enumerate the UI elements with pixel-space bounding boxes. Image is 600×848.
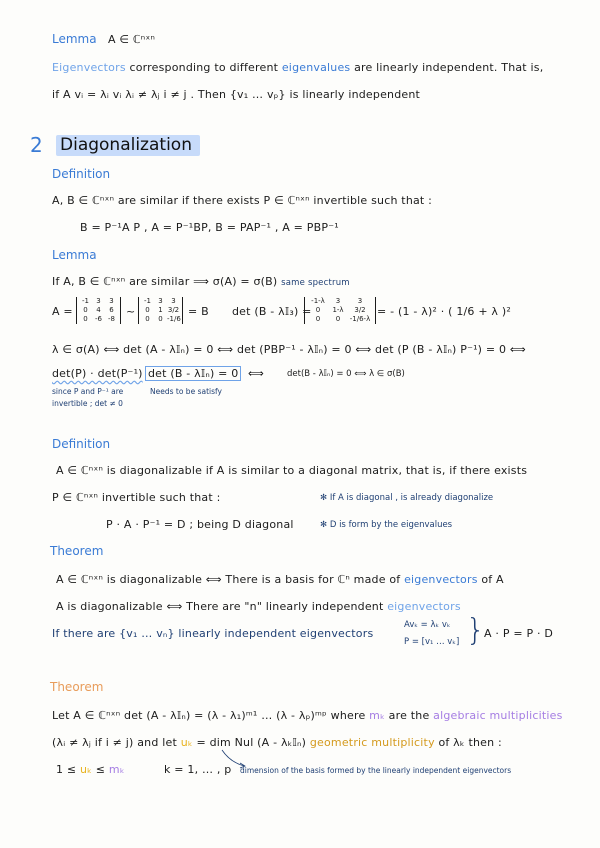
matrix-cell: 3 — [158, 297, 163, 305]
term-algebraic-multiplicities: algebraic multiplicities — [433, 709, 563, 722]
theorem2-heading: Theorem — [50, 680, 104, 694]
matrix-cell: 4 — [96, 306, 101, 314]
matrix-cell: 0 — [83, 306, 88, 314]
matrix-cell: 3/2 — [354, 306, 366, 314]
theorem1-line2 — [56, 600, 461, 613]
definition2-heading: Definition — [52, 437, 111, 451]
uk-symbol: uₖ — [80, 763, 93, 776]
right-brace: } — [466, 613, 486, 648]
matrix-cell: 1-λ — [332, 306, 344, 314]
similar-symbol: ~ — [126, 305, 136, 318]
matrix-a-label: A = — [52, 305, 73, 318]
note-needs: Needs to be satisfy — [150, 387, 222, 396]
theorem2-line3 — [56, 763, 125, 776]
matrix-cell: -6 — [95, 315, 102, 323]
theorem1-sys2: P = [v₁ … vₖ] — [404, 637, 460, 647]
text: = dim Nul (A - λₖ𝕀ₙ) — [196, 736, 307, 749]
eq-b: = B — [188, 305, 209, 318]
mk-symbol: mₖ — [108, 763, 125, 776]
definition2-line3: P · A · P⁻¹ = D ; being D diagonal — [106, 518, 294, 531]
section-title: Diagonalization — [56, 135, 200, 156]
note-already-diagonal: ✻ If A is diagonal , is already diagonalize — [320, 493, 494, 503]
det-factor — [145, 367, 241, 380]
matrix-cell: -1 — [82, 297, 89, 305]
matrix-b — [138, 297, 183, 324]
definition2-line1: A ∈ ℂⁿˣⁿ is diagonalizable if A is similar to a diagonal matrix, that is, if there exists — [56, 464, 528, 477]
uk-symbol: uₖ — [180, 736, 193, 749]
lemma2-line1 — [52, 275, 350, 288]
det-label: det (B - λ𝕀₃) = — [232, 305, 312, 318]
text: of A — [481, 573, 504, 586]
theorem1-heading: Theorem — [50, 544, 104, 558]
same-spectrum-note: same spectrum — [281, 278, 350, 288]
definition1-line2: B = P⁻¹A P , A = P⁻¹BP, B = PAP⁻¹ , A = PBP⁻¹ — [80, 221, 339, 234]
text: are linearly independent. That is, — [354, 61, 544, 74]
text: A ∈ ℂⁿˣⁿ is diagonalizable ⟺ There is a basis for ℂⁿ made of — [56, 573, 401, 586]
matrix-cell: 0 — [145, 315, 150, 323]
matrix-cell: 0 — [335, 315, 341, 323]
matrix-det — [304, 297, 376, 324]
matrix-cell: 1 — [158, 306, 163, 314]
dimension-note: dimension of the basis formed by the linearly independent eigenvectors — [240, 766, 512, 775]
mk-symbol: mₖ — [369, 709, 385, 722]
matrix-cell: -1/6 — [167, 315, 181, 323]
text: A is diagonalizable ⟺ There are "n" linearly independent — [56, 600, 384, 613]
theorem1-line1 — [56, 573, 504, 586]
term-eigenvectors: Eigenvectors — [52, 61, 126, 74]
text: Let A ∈ ℂⁿˣⁿ det (A - λ𝕀ₙ) = (λ - λ₁)ᵐ¹ … (λ - λₚ)ᵐᵖ where — [52, 709, 366, 722]
matrix-cell: 0 — [83, 315, 88, 323]
final-statement: det(B - λ𝕀ₙ) = 0 ⟺ λ ∈ σ(B) — [287, 369, 405, 379]
theorem1-result: A · P = P · D — [484, 627, 554, 640]
matrix-cell: -1 — [144, 297, 151, 305]
lemma1-line1 — [52, 61, 543, 74]
matrix-cell: -8 — [108, 315, 115, 323]
lemma1-heading: Lemma — [52, 32, 97, 46]
lemma1-line2: if A vᵢ = λᵢ vᵢ λᵢ ≠ λⱼ i ≠ j . Then {v₁ … vₚ} is linearly independent — [52, 88, 421, 101]
matrix-cell: 3 — [335, 297, 341, 305]
theorem1-sys1: Avₖ = λₖ vₖ — [404, 620, 451, 630]
theorem1-line3: If there are {v₁ … vₙ} linearly independent eigenvectors — [52, 627, 374, 640]
term-geometric-multiplicity: geometric multiplicity — [309, 736, 435, 749]
text: 1 ≤ — [56, 763, 77, 776]
section-number: 2 — [30, 133, 43, 157]
definition1-heading: Definition — [52, 167, 111, 181]
matrix-cell: 0 — [315, 306, 321, 314]
matrix-cell: 3/2 — [167, 306, 180, 314]
matrix-cell: -1-λ — [311, 297, 325, 305]
matrix-cell: 0 — [315, 315, 321, 323]
text: are the — [388, 709, 430, 722]
text: (λᵢ ≠ λⱼ if i ≠ j) and let — [52, 736, 177, 749]
matrix-cell: 0 — [145, 306, 150, 314]
matrix-cell: 3 — [171, 297, 176, 305]
theorem2-k-range: k = 1, … , p — [164, 763, 232, 776]
lemma1-statement: A ∈ ℂⁿˣⁿ — [108, 33, 156, 46]
lemma2-heading: Lemma — [52, 248, 97, 262]
note-eigenvalues: ✻ D is form by the eigenvalues — [320, 520, 453, 530]
iff-symbol: ⟺ — [248, 367, 264, 380]
det-product — [52, 367, 143, 380]
matrix-cell: 3 — [96, 297, 101, 305]
term-eigenvectors: eigenvectors — [387, 600, 461, 613]
term-eigenvalues: eigenvalues — [281, 61, 351, 74]
note-invertible-1: since P and P⁻¹ are — [52, 387, 124, 396]
text: ≤ — [95, 763, 106, 776]
matrix-cell: 0 — [158, 315, 163, 323]
matrix-cell: 3 — [109, 297, 114, 305]
equivalence-chain: λ ∈ σ(A) ⟺ det (A - λ𝕀ₙ) = 0 ⟺ det (PBP⁻¹ - λ𝕀ₙ) = 0 ⟺ det (P (B - λ𝕀ₙ) P⁻¹) = 0 ⟺ — [52, 343, 526, 356]
text: corresponding to different — [129, 61, 279, 74]
text: If A, B ∈ ℂⁿˣⁿ are similar ⟹ σ(A) = σ(B) — [52, 275, 278, 288]
definition2-line2: P ∈ ℂⁿˣⁿ invertible such that : — [52, 491, 221, 504]
matrix-cell: 3 — [357, 297, 363, 305]
det-factor-text: det (B - λ𝕀ₙ) = 0 — [145, 366, 241, 381]
term-eigenvectors: eigenvectors — [404, 573, 478, 586]
theorem2-line2 — [52, 736, 502, 749]
text: of λₖ then : — [438, 736, 502, 749]
note-invertible-2: invertible ; det ≠ 0 — [52, 399, 123, 408]
matrix-cell: -1/6-λ — [349, 315, 371, 323]
matrix-a — [76, 297, 121, 324]
definition1-line1: A, B ∈ ℂⁿˣⁿ are similar if there exists P ∈ ℂⁿˣⁿ invertible such that : — [52, 194, 433, 207]
det-result: = - (1 - λ)² · ( 1/6 + λ )² — [377, 305, 511, 318]
matrix-cell: 6 — [109, 306, 114, 314]
det-product-text: det(P) · det(P⁻¹) — [52, 367, 143, 380]
theorem2-line1 — [52, 709, 563, 722]
